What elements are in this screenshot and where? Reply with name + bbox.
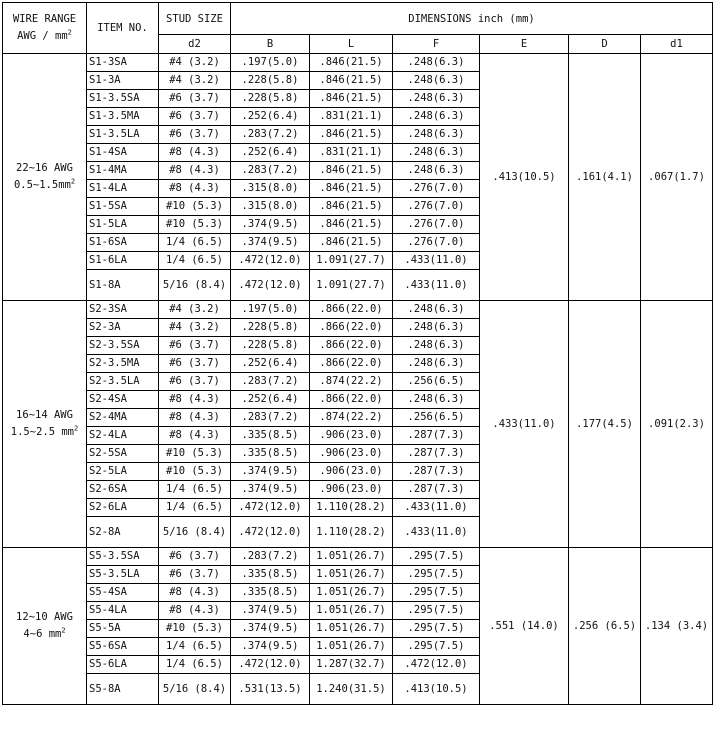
dim-f-cell: .256(6.5) <box>393 409 480 427</box>
dim-f-cell: .248(6.3) <box>393 108 480 126</box>
dim-f-cell: .295(7.5) <box>393 602 480 620</box>
dim-f-cell: .295(7.5) <box>393 620 480 638</box>
dim-l-cell: .906(23.0) <box>310 427 393 445</box>
dim-b-cell: .374(9.5) <box>231 216 310 234</box>
wire-range-awg: 12~10 AWG <box>16 611 73 623</box>
stud-size-cell: #8 (4.3) <box>159 602 231 620</box>
dim-f-cell: .295(7.5) <box>393 566 480 584</box>
dim-l-cell: .831(21.1) <box>310 108 393 126</box>
dim-f-cell: .248(6.3) <box>393 90 480 108</box>
dim-b-cell: .472(12.0) <box>231 517 310 548</box>
header-stud-size: STUD SIZE <box>159 3 231 35</box>
dim-l-cell: 1.051(26.7) <box>310 548 393 566</box>
header-b: B <box>231 35 310 54</box>
dim-l-cell: .874(22.2) <box>310 373 393 391</box>
dim-f-cell: .287(7.3) <box>393 481 480 499</box>
dim-l-cell: 1.110(28.2) <box>310 517 393 548</box>
dim-l-cell: .906(23.0) <box>310 463 393 481</box>
dim-l-cell: .831(21.1) <box>310 144 393 162</box>
dim-f-cell: .276(7.0) <box>393 234 480 252</box>
dim-e-cell: .413(10.5) <box>480 54 569 301</box>
dim-f-cell: .433(11.0) <box>393 517 480 548</box>
dim-b-cell: .315(8.0) <box>231 198 310 216</box>
dim-d1-cell: .134 (3.4) <box>641 548 713 705</box>
dim-l-cell: .906(23.0) <box>310 445 393 463</box>
dim-f-cell: .248(6.3) <box>393 301 480 319</box>
item-no-cell: S2-3SA <box>87 301 159 319</box>
dim-f-cell: .248(6.3) <box>393 144 480 162</box>
spec-table <box>2 2 713 705</box>
item-no-cell: S2-3.5SA <box>87 337 159 355</box>
stud-size-cell: #8 (4.3) <box>159 427 231 445</box>
stud-size-cell: #6 (3.7) <box>159 337 231 355</box>
dim-b-cell: .472(12.0) <box>231 270 310 301</box>
stud-size-cell: 1/4 (6.5) <box>159 638 231 656</box>
dim-b-cell: .283(7.2) <box>231 548 310 566</box>
table-row <box>3 301 713 319</box>
dim-l-cell: 1.091(27.7) <box>310 252 393 270</box>
dim-l-cell: .846(21.5) <box>310 180 393 198</box>
dim-b-cell: .335(8.5) <box>231 584 310 602</box>
item-no-cell: S1-5LA <box>87 216 159 234</box>
item-no-cell: S1-3A <box>87 72 159 90</box>
stud-size-cell: 5/16 (8.4) <box>159 270 231 301</box>
dim-f-cell: .433(11.0) <box>393 270 480 301</box>
dim-l-cell: .846(21.5) <box>310 198 393 216</box>
item-no-cell: S1-5SA <box>87 198 159 216</box>
item-no-cell: S5-6LA <box>87 656 159 674</box>
dim-f-cell: .248(6.3) <box>393 391 480 409</box>
dim-d-cell: .256 (6.5) <box>569 548 641 705</box>
stud-size-cell: #4 (3.2) <box>159 301 231 319</box>
item-no-cell: S1-4MA <box>87 162 159 180</box>
dim-f-cell: .276(7.0) <box>393 180 480 198</box>
item-no-cell: S5-8A <box>87 674 159 705</box>
item-no-cell: S2-6LA <box>87 499 159 517</box>
dim-f-cell: .295(7.5) <box>393 584 480 602</box>
stud-size-cell: #4 (3.2) <box>159 72 231 90</box>
dim-b-cell: .335(8.5) <box>231 445 310 463</box>
header-e: E <box>480 35 569 54</box>
dim-l-cell: 1.051(26.7) <box>310 566 393 584</box>
stud-size-cell: #6 (3.7) <box>159 548 231 566</box>
dim-b-cell: .197(5.0) <box>231 301 310 319</box>
dim-l-cell: .866(22.0) <box>310 301 393 319</box>
dim-f-cell: .295(7.5) <box>393 638 480 656</box>
dim-b-cell: .228(5.8) <box>231 337 310 355</box>
header-d2: d2 <box>159 35 231 54</box>
stud-size-cell: #6 (3.7) <box>159 108 231 126</box>
dim-d1-cell: .091(2.3) <box>641 301 713 548</box>
item-no-cell: S5-6SA <box>87 638 159 656</box>
dim-l-cell: .846(21.5) <box>310 162 393 180</box>
stud-size-cell: 1/4 (6.5) <box>159 481 231 499</box>
stud-size-cell: #6 (3.7) <box>159 90 231 108</box>
dim-b-cell: .531(13.5) <box>231 674 310 705</box>
dim-b-cell: .472(12.0) <box>231 252 310 270</box>
dim-l-cell: 1.240(31.5) <box>310 674 393 705</box>
stud-size-cell: #8 (4.3) <box>159 144 231 162</box>
item-no-cell: S5-4SA <box>87 584 159 602</box>
dim-f-cell: .287(7.3) <box>393 445 480 463</box>
dim-l-cell: 1.051(26.7) <box>310 584 393 602</box>
stud-size-cell: 1/4 (6.5) <box>159 499 231 517</box>
wire-range-cell <box>3 301 87 548</box>
dim-f-cell: .248(6.3) <box>393 54 480 72</box>
table-row <box>3 54 713 72</box>
dim-l-cell: 1.110(28.2) <box>310 499 393 517</box>
item-no-cell: S1-6SA <box>87 234 159 252</box>
dim-b-cell: .252(6.4) <box>231 355 310 373</box>
stud-size-cell: #8 (4.3) <box>159 409 231 427</box>
stud-size-cell: 5/16 (8.4) <box>159 517 231 548</box>
dim-l-cell: .874(22.2) <box>310 409 393 427</box>
stud-size-cell: 5/16 (8.4) <box>159 674 231 705</box>
wire-range-awg: 16~14 AWG <box>16 409 73 421</box>
item-no-cell: S1-6LA <box>87 252 159 270</box>
dim-l-cell: .846(21.5) <box>310 216 393 234</box>
item-no-cell: S1-3SA <box>87 54 159 72</box>
wire-range-mm: 0.5~1.5mm <box>13 179 71 191</box>
stud-size-cell: #6 (3.7) <box>159 355 231 373</box>
stud-size-cell: #6 (3.7) <box>159 373 231 391</box>
header-wire-range <box>3 3 87 54</box>
dim-f-cell: .248(6.3) <box>393 162 480 180</box>
dim-b-cell: .252(6.4) <box>231 144 310 162</box>
dim-f-cell: .472(12.0) <box>393 656 480 674</box>
dim-f-cell: .276(7.0) <box>393 216 480 234</box>
wire-range-cell <box>3 54 87 301</box>
item-no-cell: S1-3.5SA <box>87 90 159 108</box>
dim-l-cell: 1.091(27.7) <box>310 270 393 301</box>
header-item-no: ITEM NO. <box>87 3 159 54</box>
wire-range-mm: 4~6 mm <box>23 628 62 640</box>
item-no-cell: S5-4LA <box>87 602 159 620</box>
dim-b-cell: .374(9.5) <box>231 234 310 252</box>
dim-l-cell: 1.051(26.7) <box>310 638 393 656</box>
item-no-cell: S2-6SA <box>87 481 159 499</box>
header-d: D <box>569 35 641 54</box>
item-no-cell: S1-4LA <box>87 180 159 198</box>
stud-size-cell: #10 (5.3) <box>159 445 231 463</box>
dim-l-cell: .846(21.5) <box>310 234 393 252</box>
stud-size-cell: #10 (5.3) <box>159 198 231 216</box>
dim-f-cell: .248(6.3) <box>393 319 480 337</box>
dim-l-cell: .866(22.0) <box>310 355 393 373</box>
dim-l-cell: .846(21.5) <box>310 72 393 90</box>
item-no-cell: S2-3.5LA <box>87 373 159 391</box>
dim-f-cell: .248(6.3) <box>393 126 480 144</box>
dim-b-cell: .228(5.8) <box>231 90 310 108</box>
dim-d1-cell: .067(1.7) <box>641 54 713 301</box>
dim-d-cell: .161(4.1) <box>569 54 641 301</box>
header-wire-range-label: WIRE RANGE <box>12 13 77 25</box>
dim-l-cell: 1.051(26.7) <box>310 602 393 620</box>
dim-b-cell: .374(9.5) <box>231 481 310 499</box>
table-row <box>3 548 713 566</box>
dim-b-cell: .283(7.2) <box>231 409 310 427</box>
wire-range-awg: 22~16 AWG <box>16 162 73 174</box>
stud-size-cell: #6 (3.7) <box>159 126 231 144</box>
dim-b-cell: .472(12.0) <box>231 499 310 517</box>
dim-f-cell: .413(10.5) <box>393 674 480 705</box>
item-no-cell: S2-4MA <box>87 409 159 427</box>
dim-b-cell: .374(9.5) <box>231 638 310 656</box>
dim-l-cell: 1.051(26.7) <box>310 620 393 638</box>
dim-b-cell: .374(9.5) <box>231 620 310 638</box>
dim-l-cell: .846(21.5) <box>310 54 393 72</box>
superscript-2: 2 <box>67 28 72 37</box>
dim-f-cell: .248(6.3) <box>393 337 480 355</box>
dim-l-cell: .846(21.5) <box>310 90 393 108</box>
dim-f-cell: .248(6.3) <box>393 355 480 373</box>
stud-size-cell: #4 (3.2) <box>159 319 231 337</box>
dim-l-cell: 1.287(32.7) <box>310 656 393 674</box>
dim-b-cell: .228(5.8) <box>231 319 310 337</box>
dim-b-cell: .283(7.2) <box>231 126 310 144</box>
stud-size-cell: #4 (3.2) <box>159 54 231 72</box>
item-no-cell: S2-4LA <box>87 427 159 445</box>
item-no-cell: S2-3.5MA <box>87 355 159 373</box>
wire-range-cell <box>3 548 87 705</box>
dim-e-cell: .433(11.0) <box>480 301 569 548</box>
item-no-cell: S5-5A <box>87 620 159 638</box>
dim-b-cell: .472(12.0) <box>231 656 310 674</box>
dim-f-cell: .287(7.3) <box>393 427 480 445</box>
dim-f-cell: .295(7.5) <box>393 548 480 566</box>
item-no-cell: S5-3.5SA <box>87 548 159 566</box>
dim-b-cell: .252(6.4) <box>231 391 310 409</box>
dim-f-cell: .433(11.0) <box>393 499 480 517</box>
stud-size-cell: #10 (5.3) <box>159 620 231 638</box>
dim-b-cell: .228(5.8) <box>231 72 310 90</box>
dim-b-cell: .335(8.5) <box>231 566 310 584</box>
stud-size-cell: 1/4 (6.5) <box>159 656 231 674</box>
dim-b-cell: .315(8.0) <box>231 180 310 198</box>
superscript-2: 2 <box>61 626 66 635</box>
dim-b-cell: .283(7.2) <box>231 162 310 180</box>
stud-size-cell: #10 (5.3) <box>159 216 231 234</box>
stud-size-cell: 1/4 (6.5) <box>159 234 231 252</box>
superscript-2: 2 <box>70 177 76 186</box>
stud-size-cell: #8 (4.3) <box>159 584 231 602</box>
header-f: F <box>393 35 480 54</box>
dim-b-cell: .374(9.5) <box>231 463 310 481</box>
dim-l-cell: .866(22.0) <box>310 319 393 337</box>
dim-b-cell: .374(9.5) <box>231 602 310 620</box>
wire-range-mm: 1.5~2.5 mm <box>10 426 74 438</box>
item-no-cell: S1-8A <box>87 270 159 301</box>
dim-l-cell: .866(22.0) <box>310 391 393 409</box>
header-l: L <box>310 35 393 54</box>
dim-b-cell: .283(7.2) <box>231 373 310 391</box>
dim-f-cell: .248(6.3) <box>393 72 480 90</box>
table-body <box>3 54 713 705</box>
stud-size-cell: #8 (4.3) <box>159 391 231 409</box>
stud-size-cell: #8 (4.3) <box>159 162 231 180</box>
item-no-cell: S2-3A <box>87 319 159 337</box>
dim-b-cell: .197(5.0) <box>231 54 310 72</box>
dim-b-cell: .252(6.4) <box>231 108 310 126</box>
superscript-2: 2 <box>74 424 79 433</box>
stud-size-cell: #6 (3.7) <box>159 566 231 584</box>
stud-size-cell: #8 (4.3) <box>159 180 231 198</box>
item-no-cell: S2-4SA <box>87 391 159 409</box>
dim-f-cell: .287(7.3) <box>393 463 480 481</box>
header-wire-range-unit: AWG / mm <box>17 30 68 42</box>
item-no-cell: S1-3.5LA <box>87 126 159 144</box>
dim-l-cell: .866(22.0) <box>310 337 393 355</box>
stud-size-cell: 1/4 (6.5) <box>159 252 231 270</box>
dim-l-cell: .906(23.0) <box>310 481 393 499</box>
dim-f-cell: .276(7.0) <box>393 198 480 216</box>
stud-size-cell: #10 (5.3) <box>159 463 231 481</box>
item-no-cell: S5-3.5LA <box>87 566 159 584</box>
item-no-cell: S1-3.5MA <box>87 108 159 126</box>
header-d1: d1 <box>641 35 713 54</box>
dim-l-cell: .846(21.5) <box>310 126 393 144</box>
dim-f-cell: .433(11.0) <box>393 252 480 270</box>
item-no-cell: S1-4SA <box>87 144 159 162</box>
item-no-cell: S2-5LA <box>87 463 159 481</box>
dim-f-cell: .256(6.5) <box>393 373 480 391</box>
dim-e-cell: .551 (14.0) <box>480 548 569 705</box>
header-dimensions: DIMENSIONS inch (mm) <box>231 3 713 35</box>
item-no-cell: S2-5SA <box>87 445 159 463</box>
dim-b-cell: .335(8.5) <box>231 427 310 445</box>
dim-d-cell: .177(4.5) <box>569 301 641 548</box>
item-no-cell: S2-8A <box>87 517 159 548</box>
